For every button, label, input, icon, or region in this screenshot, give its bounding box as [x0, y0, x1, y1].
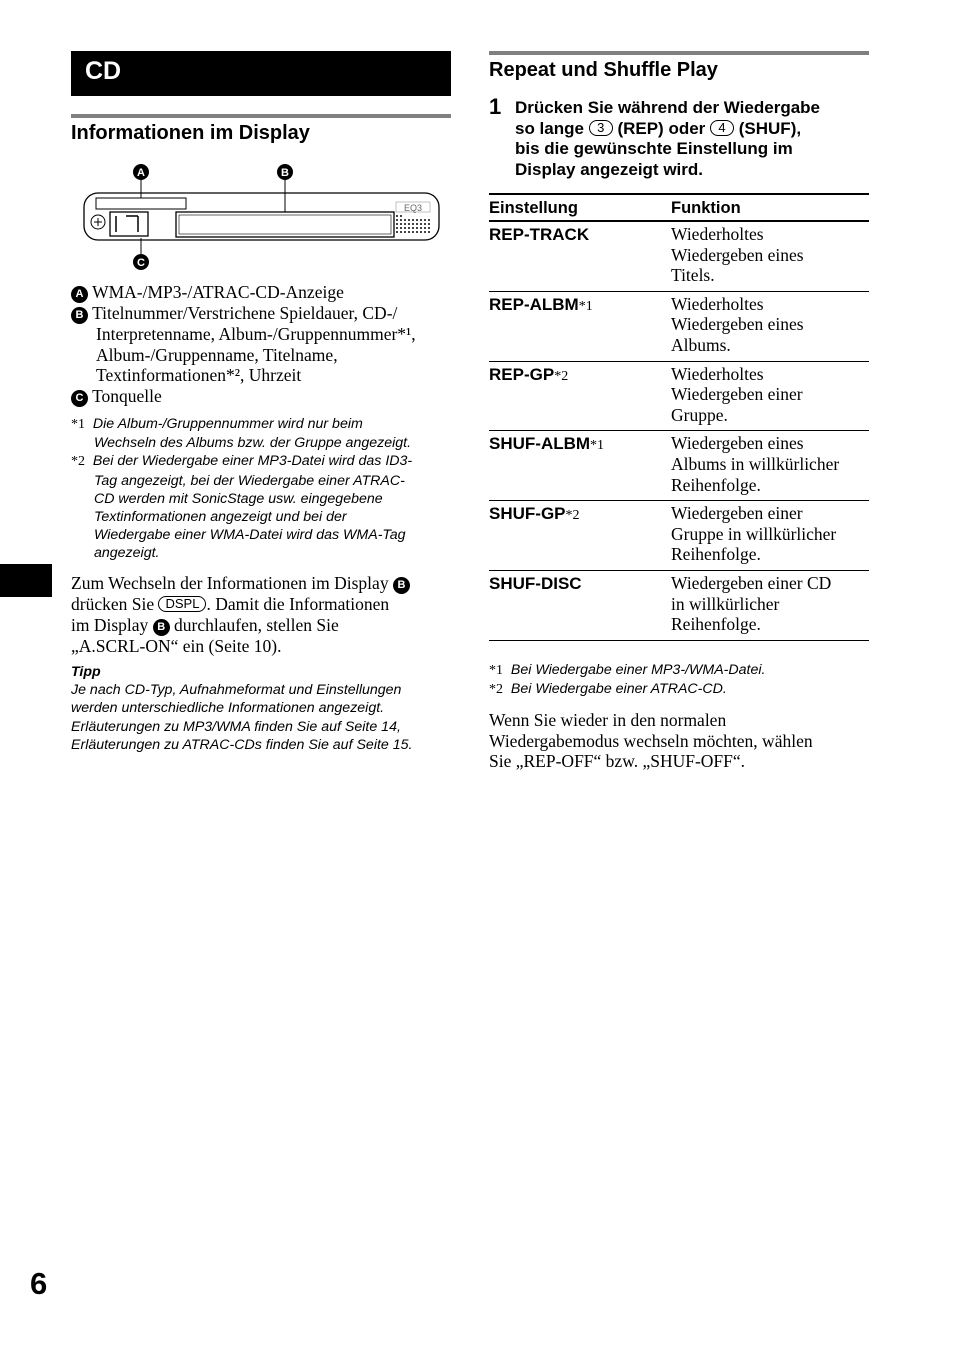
tip-title: Tipp: [71, 664, 101, 680]
side-tab-marker: [0, 564, 52, 597]
step-number: 1: [489, 94, 502, 119]
heading-repeat-shuffle: Repeat und Shuffle Play: [489, 59, 718, 81]
legend-item-b: [71, 303, 456, 324]
legend-item-a: [71, 282, 456, 303]
dspl-key: DSPL: [158, 596, 206, 612]
section-title-bar: [71, 51, 451, 96]
legend-b-line: Interpretenname, Album-/Gruppennummer*¹,: [96, 324, 416, 344]
display-legend: [71, 282, 456, 407]
callout-badge-c: C: [71, 390, 88, 407]
callout-badge-b: B: [71, 307, 88, 324]
footnote-2: *2 Bei Wiedergabe einer ATRAC-CD.: [489, 681, 727, 698]
footnote-line: Textinformationen angezeigt und bei der: [94, 509, 347, 526]
tip-line: Erläuterungen zu MP3/WMA finden Sie auf Seite 14,: [71, 718, 401, 735]
table-header-einstellung: Einstellung: [489, 194, 671, 221]
footnote-2: *2 Bei der Wiedergabe einer MP3-Datei wird das ID3-: [71, 453, 413, 470]
callout-b: B: [281, 167, 289, 179]
table-row: SHUF-GP*2 Wiedergeben einer Gruppe in willkürlicher Reihenfolge.: [489, 501, 869, 571]
section-title: CD: [85, 57, 122, 85]
footnote-line: Wiedergabe einer WMA-Datei wird das WMA-Tag: [94, 527, 406, 544]
legend-a-text: WMA-/MP3-/ATRAC-CD-Anzeige: [92, 282, 344, 302]
callout-badge-b: B: [393, 577, 410, 594]
table-row: REP-TRACK Wiederholtes Wiedergeben eines Titels.: [489, 221, 869, 291]
footnote-1: *1 Die Album-/Gruppennummer wird nur beim: [71, 416, 363, 432]
legend-item-c: [71, 386, 456, 407]
eq3-badge: EQ3: [403, 203, 423, 213]
table-header-funktion: Funktion: [671, 194, 869, 221]
key-4: 4: [710, 120, 734, 136]
dspl-paragraph: Zum Wechseln der Informationen im Display B drücken Sie DSPL . Damit die Informationen im Display B durchlaufen, stellen Sie „A.SCRL-ON“ ein (Seite 10).: [71, 573, 456, 656]
table-row: SHUF-DISC Wiedergeben einer CD in willkürlicher Reihenfolge.: [489, 570, 869, 640]
legend-b-line: Album-/Gruppenname, Titelname,: [96, 344, 338, 365]
callout-a: A: [137, 167, 145, 179]
footnote-line: Wechseln des Albums bzw. der Gruppe angezeigt.: [94, 435, 412, 452]
display-diagram: [80, 160, 450, 280]
heading-informationen: Informationen im Display: [71, 122, 310, 144]
callout-badge-b: B: [153, 619, 170, 636]
display-illustration: [80, 160, 450, 280]
table-row: SHUF-ALBM*1 Wiedergeben eines Albums in willkürlicher Reihenfolge.: [489, 431, 869, 501]
table-row: REP-ALBM*1 Wiederholtes Wiedergeben eines Albums.: [489, 291, 869, 361]
tip-line: Je nach CD-Typ, Aufnahmeformat und Einstellungen: [71, 682, 402, 699]
right-footnotes: [489, 661, 874, 699]
step-instruction: Drücken Sie während der Wiedergabe so lange 3 (REP) oder 4 (SHUF), bis die gewünschte Einstellung im Display angezeigt wird.: [515, 98, 820, 179]
legend-b-line: Textinformationen*², Uhrzeit: [96, 365, 302, 385]
key-3: 3: [589, 120, 613, 136]
settings-table: [489, 193, 869, 641]
callout-badge-a: A: [71, 286, 88, 303]
footnote-1: *1 Bei Wiedergabe einer MP3-/WMA-Datei.: [489, 662, 766, 678]
footnote-line: CD werden mit SonicStage usw. eingegebene: [94, 490, 383, 507]
callout-c: C: [137, 257, 145, 269]
legend-b-line: Titelnummer/Verstrichene Spieldauer, CD-/: [92, 303, 398, 323]
page-number: 6: [30, 1266, 48, 1301]
footnote-line: Tag angezeigt, bei der Wiedergabe einer ATRAC-: [94, 472, 405, 489]
legend-c-text: Tonquelle: [92, 385, 162, 406]
table-row: REP-GP*2 Wiederholtes Wiedergeben einer Gruppe.: [489, 361, 869, 431]
heading-rule: [489, 51, 869, 55]
closing-paragraph: Wenn Sie wieder in den normalen Wiedergabemodus wechseln möchten, wählen Sie „REP-OFF“ bzw. „SHUF-OFF“.: [489, 710, 813, 771]
tip-line: werden unterschiedliche Informationen angezeigt.: [71, 700, 385, 717]
heading-rule: [71, 114, 451, 118]
left-footnotes: [71, 415, 456, 563]
footnote-line: angezeigt.: [94, 545, 160, 562]
tip-block: [71, 663, 461, 754]
tip-line: Erläuterungen zu ATRAC-CDs finden Sie auf Seite 15.: [71, 736, 413, 753]
